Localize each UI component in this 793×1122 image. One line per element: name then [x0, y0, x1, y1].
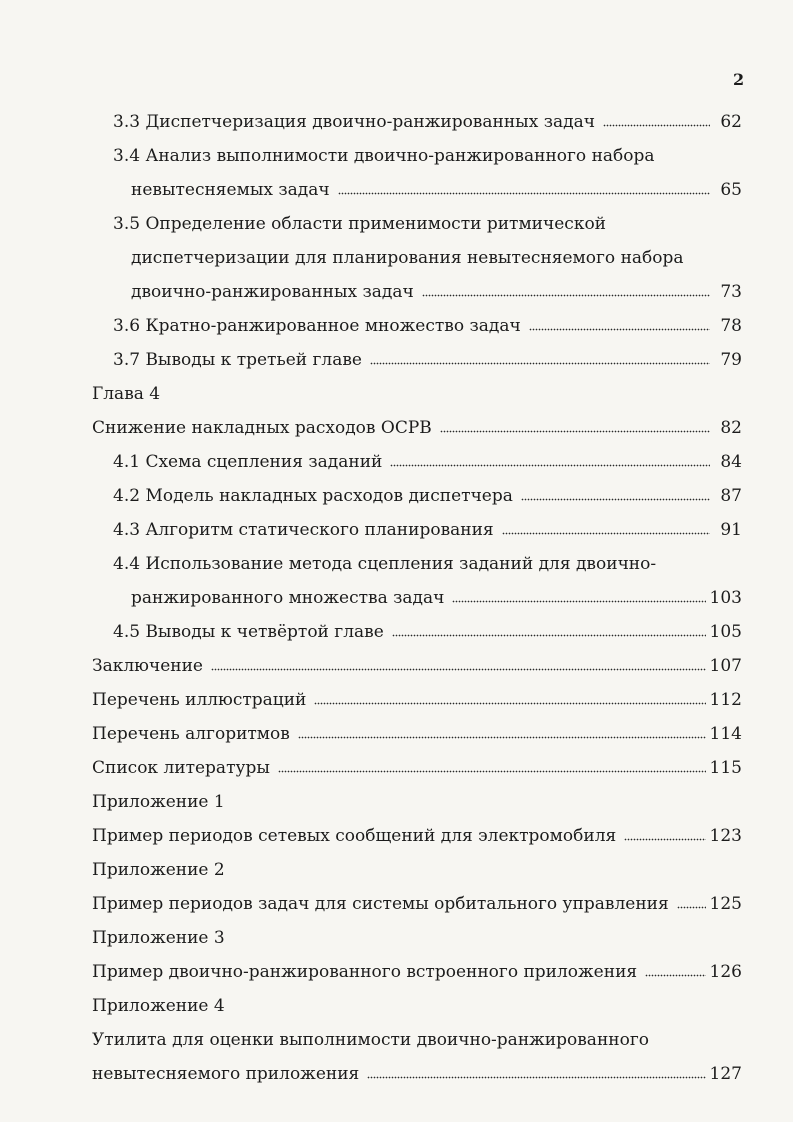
toc-entry-title: Пример периодов задач для системы орбитального управления [92, 894, 669, 914]
toc-entry [131, 178, 742, 202]
dot-leader [502, 531, 710, 535]
toc-entry [92, 416, 742, 440]
dot-leader [677, 905, 706, 909]
toc-entry-page: 82 [720, 418, 742, 438]
dot-leader [440, 429, 710, 433]
toc-entry-text [92, 1028, 649, 1052]
toc-entry-title: Снижение накладных расходов ОСРВ [92, 418, 432, 438]
toc-entry [92, 756, 742, 780]
toc-entry-page: 125 [709, 894, 742, 914]
toc-entry-title: невытесняемого приложения [92, 1064, 360, 1084]
toc-entry-title: Утилита для оценки выполнимости двоично-ранжированного [92, 1030, 649, 1050]
dot-leader [452, 599, 705, 603]
appendix-heading [92, 858, 225, 882]
dot-leader [211, 667, 706, 671]
toc-entry-title: 4.2 Модель накладных расходов диспетчера [113, 486, 513, 506]
toc-entry-page: 126 [709, 962, 742, 982]
toc-entry-text [113, 552, 656, 576]
toc-entry [92, 960, 742, 984]
toc-entry-page: 78 [720, 316, 742, 336]
toc-entry-title: 4.3 Алгоритм статического планирования [113, 520, 494, 540]
dot-leader [603, 123, 710, 127]
toc-entry [92, 892, 742, 916]
toc-entry-title: Заключение [92, 656, 203, 676]
chapter-heading [92, 382, 160, 406]
toc-entry [113, 348, 742, 372]
dot-leader [298, 735, 706, 739]
toc-entry [113, 110, 742, 134]
appendix-heading [92, 790, 225, 814]
toc-entry-page: 105 [709, 622, 742, 642]
dot-leader [338, 191, 710, 195]
toc-entry-title: Приложение 3 [92, 928, 225, 948]
toc-entry-page: 107 [709, 656, 742, 676]
toc-entry-title: Список литературы [92, 758, 270, 778]
dot-leader [390, 463, 710, 467]
toc-entry-title: Приложение 4 [92, 996, 225, 1016]
toc-entry [131, 280, 742, 304]
dot-leader [521, 497, 710, 501]
toc-entry-title: 4.4 Использование метода сцепления заданий для двоично- [113, 554, 657, 574]
toc-entry-title: Приложение 2 [92, 860, 225, 880]
toc-entry [113, 518, 742, 542]
dot-leader [367, 1075, 705, 1079]
toc-entry-text [113, 212, 606, 236]
toc-entry-page: 112 [709, 690, 742, 710]
page-number: 2 [733, 70, 745, 89]
toc-entry-page: 73 [720, 282, 742, 302]
dot-leader [422, 293, 710, 297]
toc-entry-page: 115 [709, 758, 742, 778]
toc-entry-page: 103 [709, 588, 742, 608]
toc-entry-page: 62 [720, 112, 742, 132]
toc-entry [92, 722, 742, 746]
toc-entry [113, 484, 742, 508]
toc-entry-title: 3.4 Анализ выполнимости двоично-ранжированного набора [113, 146, 655, 166]
toc-entry [92, 1062, 742, 1086]
toc-entry-page: 114 [709, 724, 742, 744]
toc-entry-page: 84 [720, 452, 742, 472]
toc-entry [92, 688, 742, 712]
toc-entry-title: Глава 4 [92, 384, 161, 404]
toc-entry-title: 3.5 Определение области применимости ритмической [113, 214, 607, 234]
toc-entry-title: 4.5 Выводы к четвёртой главе [113, 622, 384, 642]
toc-entry-page: 127 [709, 1064, 742, 1084]
toc-entry-page: 65 [720, 180, 742, 200]
toc-entry-title: диспетчеризации для планирования невытесняемого набора [131, 248, 684, 268]
toc-entry [113, 620, 742, 644]
dot-leader [370, 361, 710, 365]
toc-entry [92, 654, 742, 678]
toc-entry-text [113, 144, 655, 168]
toc-entry-title: Пример периодов сетевых сообщений для электромобиля [92, 826, 617, 846]
toc-entry-page: 87 [720, 486, 742, 506]
appendix-heading [92, 926, 225, 950]
toc-entry-title: Приложение 1 [92, 792, 225, 812]
appendix-heading [92, 994, 225, 1018]
toc-entry-page: 91 [720, 520, 742, 540]
toc-entry [131, 586, 742, 610]
toc-entry-title: 3.7 Выводы к третьей главе [113, 350, 362, 370]
toc-entry-title: невытесняемых задач [131, 180, 330, 200]
toc-entry-title: двоично-ранжированных задач [131, 282, 414, 302]
toc-entry-text [131, 246, 684, 270]
dot-leader [392, 633, 706, 637]
toc-entry-title: 3.3 Диспетчеризация двоично-ранжированных задач [113, 112, 595, 132]
toc-entry-title: 3.6 Кратно-ранжированное множество задач [113, 316, 521, 336]
toc-entry-page: 123 [709, 826, 742, 846]
dot-leader [529, 327, 710, 331]
toc-entry-page: 79 [720, 350, 742, 370]
dot-leader [314, 701, 705, 705]
toc-entry-title: Пример двоично-ранжированного встроенного приложения [92, 962, 638, 982]
dot-leader [645, 973, 705, 977]
toc-entry-title: 4.1 Схема сцепления заданий [113, 452, 383, 472]
toc-entry-title: ранжированного множества задач [131, 588, 445, 608]
toc-entry [92, 824, 742, 848]
toc-entry [113, 314, 742, 338]
toc-entry [113, 450, 742, 474]
toc-entry-title: Перечень иллюстраций [92, 690, 307, 710]
dot-leader [278, 769, 706, 773]
dot-leader [624, 837, 705, 841]
toc-entry-title: Перечень алгоритмов [92, 724, 290, 744]
